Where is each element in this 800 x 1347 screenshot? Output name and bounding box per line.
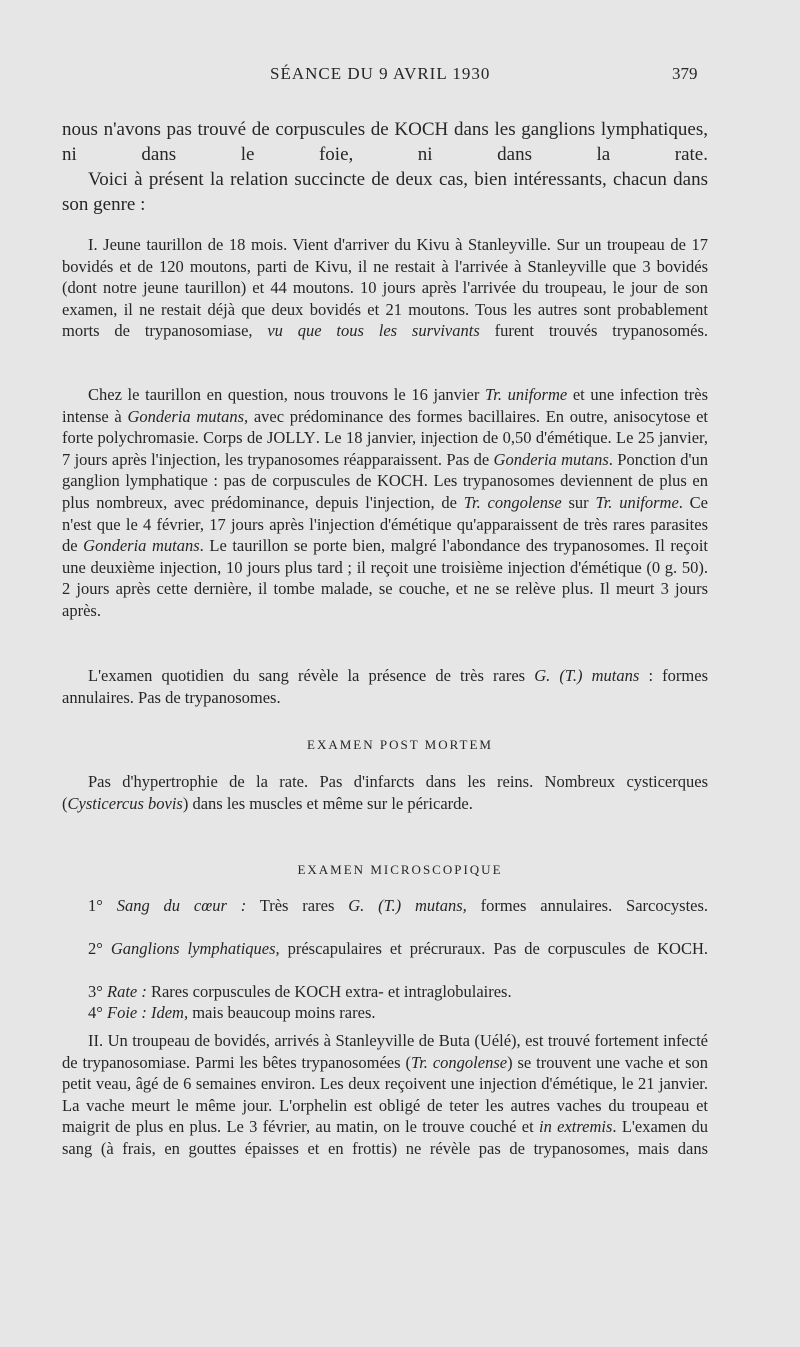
micro-item-3: 3° Rate : Rares corpuscules de KOCH extra- et intraglobulaires. <box>88 982 512 1001</box>
micro-item-1: 1° Sang du cœur : Très rares G. (T.) mutans, formes annulaires. Sarcocystes. <box>88 896 709 915</box>
micro-item-2: 2° Ganglions lymphatiques, préscapulaires et précruraux. Pas de corpuscules de KOCH. <box>88 939 708 958</box>
postmortem-paragraph: Pas d'hypertrophie de la rate. Pas d'infarcts dans les reins. Nombreux cysticerques (Cysticercus bovis) dans les muscles et même sur le péricarde. <box>62 772 708 813</box>
micro-item-4: 4° Foie : Idem, mais beaucoup moins rares. <box>88 1003 376 1022</box>
case1-paragraph-3: L'examen quotidien du sang révèle la présence de très rares G. (T.) mutans : formes annulaires. Pas de trypanosomes. <box>62 666 709 707</box>
section-heading-postmortem: EXAMEN POST MORTEM <box>307 737 493 752</box>
case2-paragraph: II. Un troupeau de bovidés, arrivés à Stanleyville de Buta (Uélé), est trouvé fortement infecté de trypanosomiase. Parmi les bêtes trypanosomées (Tr. congolense) se trouvent une vache et son petit veau, âgé de 6 semaines environ. Les deux reçoivent une injection d'émétique, le 21 janvier. La vache meurt le même jour. L'orphelin est obligé de teter les autres vaches du troupeau et maigrit de plus en plus. Le 3 février, au matin, on le trouve couché et in extremis. L'examen du sang (à frais, en gouttes épaisses et en frottis) ne révèle pas de trypanosomes, mais dans <box>62 1031 709 1158</box>
section-heading-microscopic: EXAMEN MICROSCOPIQUE <box>297 862 503 877</box>
page-number: 379 <box>672 64 698 83</box>
case1-paragraph-2: Chez le taurillon en question, nous trouvons le 16 janvier Tr. uniforme et une infection très intense à Gonderia mutans, avec prédominance des formes bacillaires. En outre, anisocytose et forte polychromasie. Corps de JOLLY. Le 18 janvier, injection de 0,50 d'émétique. Le 25 janvier, 7 jours après l'injection, les trypanosomes réapparaissent. Pas de Gonderia mutans. Ponction d'un ganglion lymphatique : pas de corpuscules de KOCH. Les trypanosomes deviennent de plus en plus nombreux, avec prédominance, depuis l'injection, de Tr. congolense sur Tr. uniforme. Ce n'est que le 4 février, 17 jours après l'injection d'émétique qu'apparaissent de très rares parasites de Gonderia mutans. Le taurillon se porte bien, malgré l'abondance des trypanosomes. Il reçoit une deuxième injection, 10 jours plus tard ; il reçoit une troisième injection d'émétique (0 g. 50). 2 jours après cette dernière, il tombe malade, se couche, et ne se relève plus. Il meurt 3 jours après. <box>62 385 709 620</box>
intro-paragraph-1: nous n'avons pas trouvé de corpuscules de KOCH dans les ganglions lymphatiques, ni dans le foie, ni dans la rate. <box>62 119 708 165</box>
intro-paragraph-2: Voici à présent la relation succincte de deux cas, bien intéressants, chacun dans son genre : <box>62 169 708 215</box>
running-header: SÉANCE DU 9 AVRIL 1930 <box>270 64 491 83</box>
case1-paragraph-1: I. Jeune taurillon de 18 mois. Vient d'arriver du Kivu à Stanleyville. Sur un troupeau de 17 bovidés et de 120 moutons, parti de Kivu, il ne restait à l'arrivée à Stanleyville que 3 bovidés (dont notre jeune taurillon) et 44 moutons. 10 jours après l'arrivée du troupeau, le jour de son examen, il ne restait déjà que deux bovidés et 21 moutons. Tous les autres sont probablement morts de trypanosomiase, vu que tous les survivants furent trouvés trypanosomés. <box>62 235 709 341</box>
